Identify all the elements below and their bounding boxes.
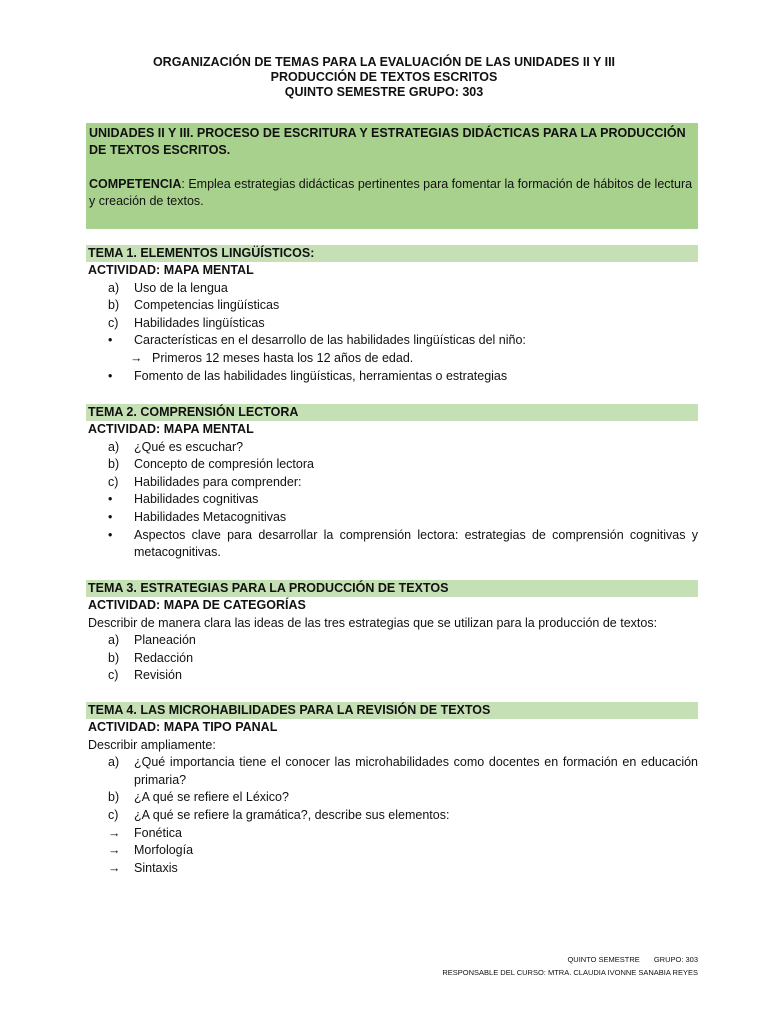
header-title: ORGANIZACIÓN DE TEMAS PARA LA EVALUACIÓN DE LAS UNIDADES II Y III (152, 55, 616, 69)
tema-3-description: Describir de manera clara las ideas de las tres estrategias que se utilizan para la producción de textos: (88, 615, 658, 630)
list-item (86, 650, 698, 668)
tema-4-activity: ACTIVIDAD: MAPA TIPO PANAL (88, 720, 278, 734)
footer-group: GRUPO: 303 (653, 955, 698, 964)
arrow-list-item (86, 860, 698, 878)
list-item (86, 474, 698, 492)
list-marker: c) (108, 474, 119, 489)
arrow-right-icon: → (108, 825, 121, 840)
list-item (86, 754, 698, 789)
list-item-text: Aspectos clave para desarrollar la comprensión lectora: estrategias de comprensión cognitivas y metacognitivas. (134, 527, 698, 560)
footer-responsible: RESPONSABLE DEL CURSO: MTRA. CLAUDIA IVONNE SANABIA REYES (442, 968, 698, 977)
header-course: PRODUCCIÓN DE TEXTOS ESCRITOS (270, 70, 498, 84)
list-item-text: ¿A qué se refiere el Léxico? (134, 790, 289, 805)
list-item (86, 297, 698, 315)
list-marker: a) (108, 280, 120, 295)
list-marker: b) (108, 457, 120, 472)
list-item-text: Habilidades lingüísticas (134, 315, 265, 330)
tema-1-section (86, 245, 698, 385)
list-marker: a) (108, 439, 120, 454)
header-group: QUINTO SEMESTRE GRUPO: 303 (284, 85, 484, 99)
units-title: UNIDADES II Y III. PROCESO DE ESCRITURA Y ESTRATEGIAS DIDÁCTICAS PARA LA PRODUCCIÓN DE TEXTOS ESCRITOS. (89, 126, 686, 157)
tema-4-title: TEMA 4. LAS MICROHABILIDADES PARA LA REVISIÓN DE TEXTOS (86, 702, 698, 719)
tema-3-title: TEMA 3. ESTRATEGIAS PARA LA PRODUCCIÓN DE TEXTOS (86, 580, 698, 597)
list-item-text: ¿A qué se refiere la gramática?, describe sus elementos: (134, 807, 450, 822)
list-item (86, 280, 698, 298)
page-footer (442, 953, 698, 979)
list-item (86, 632, 698, 650)
bullet-icon: • (108, 492, 113, 507)
tema-2-title: TEMA 2. COMPRENSIÓN LECTORA (86, 404, 698, 421)
list-item-text: Planeación (134, 633, 196, 648)
sub-list-item (86, 350, 698, 368)
list-item-text: ¿Qué importancia tiene el conocer las microhabilidades como docentes en formación en educación primaria? (134, 755, 698, 787)
list-item (86, 439, 698, 457)
tema-3-activity: ACTIVIDAD: MAPA DE CATEGORÍAS (88, 598, 306, 612)
competencia-paragraph (89, 176, 696, 210)
footer-semester: QUINTO SEMESTRE (567, 955, 640, 964)
tema-1-title: TEMA 1. ELEMENTOS LINGÜÍSTICOS: (86, 245, 698, 262)
units-box (86, 123, 698, 229)
list-item (86, 491, 698, 509)
list-marker: a) (108, 633, 120, 648)
list-item-text: Habilidades Metacognitivas (134, 509, 287, 524)
arrow-right-icon: → (108, 860, 121, 875)
arrow-item-text: Sintaxis (134, 860, 178, 875)
list-item-text: Habilidades cognitivas (134, 492, 259, 507)
list-item (86, 667, 698, 685)
list-item-text: Revisión (134, 668, 182, 683)
competencia-label: COMPETENCIA (89, 177, 182, 191)
bullet-icon: • (108, 509, 113, 524)
list-marker: a) (108, 755, 120, 770)
document-header (0, 55, 768, 100)
bullet-icon: • (108, 368, 113, 383)
list-item-text: Competencias lingüísticas (134, 298, 280, 313)
arrow-item-text: Fonética (134, 825, 182, 840)
list-marker: b) (108, 650, 120, 665)
arrow-right-icon: → (108, 843, 121, 858)
tema-3-section (86, 580, 698, 685)
tema-2-section (86, 404, 698, 562)
list-item (86, 315, 698, 333)
list-item (86, 527, 698, 562)
list-item-text: Concepto de compresión lectora (134, 457, 314, 472)
arrow-right-icon: → (130, 350, 143, 365)
footer-line-1 (442, 953, 698, 966)
bullet-icon: • (108, 333, 113, 348)
list-marker: b) (108, 298, 120, 313)
list-item-text: Fomento de las habilidades lingüísticas, herramientas o estrategias (134, 368, 508, 383)
list-item-text: Redacción (134, 650, 194, 665)
list-item (86, 509, 698, 527)
list-item-text: Uso de la lengua (134, 280, 228, 295)
arrow-list-item (86, 825, 698, 843)
tema-4-section (86, 702, 698, 877)
arrow-item-text: Morfología (134, 843, 194, 858)
list-marker: c) (108, 807, 119, 822)
list-item-text: Habilidades para comprender: (134, 474, 302, 489)
tema-2-activity: ACTIVIDAD: MAPA MENTAL (88, 422, 254, 436)
list-marker: c) (108, 315, 119, 330)
tema-4-description: Describir ampliamente: (88, 737, 216, 752)
arrow-list-item (86, 842, 698, 860)
list-item (86, 368, 698, 386)
competencia-text: : Emplea estrategias didácticas pertinentes para fomentar la formación de hábitos de lectura y creación de textos. (89, 177, 693, 208)
list-item (86, 456, 698, 474)
list-marker: b) (108, 790, 120, 805)
list-marker: c) (108, 668, 119, 683)
list-item-text: Características en el desarrollo de las habilidades lingüísticas del niño: (134, 333, 526, 348)
sub-item-text: Primeros 12 meses hasta los 12 años de edad. (152, 350, 414, 365)
list-item-text: ¿Qué es escuchar? (134, 439, 244, 454)
tema-1-activity: ACTIVIDAD: MAPA MENTAL (88, 263, 254, 277)
list-item (86, 789, 698, 807)
list-item (86, 332, 698, 350)
list-item (86, 807, 698, 825)
bullet-icon: • (108, 527, 113, 542)
